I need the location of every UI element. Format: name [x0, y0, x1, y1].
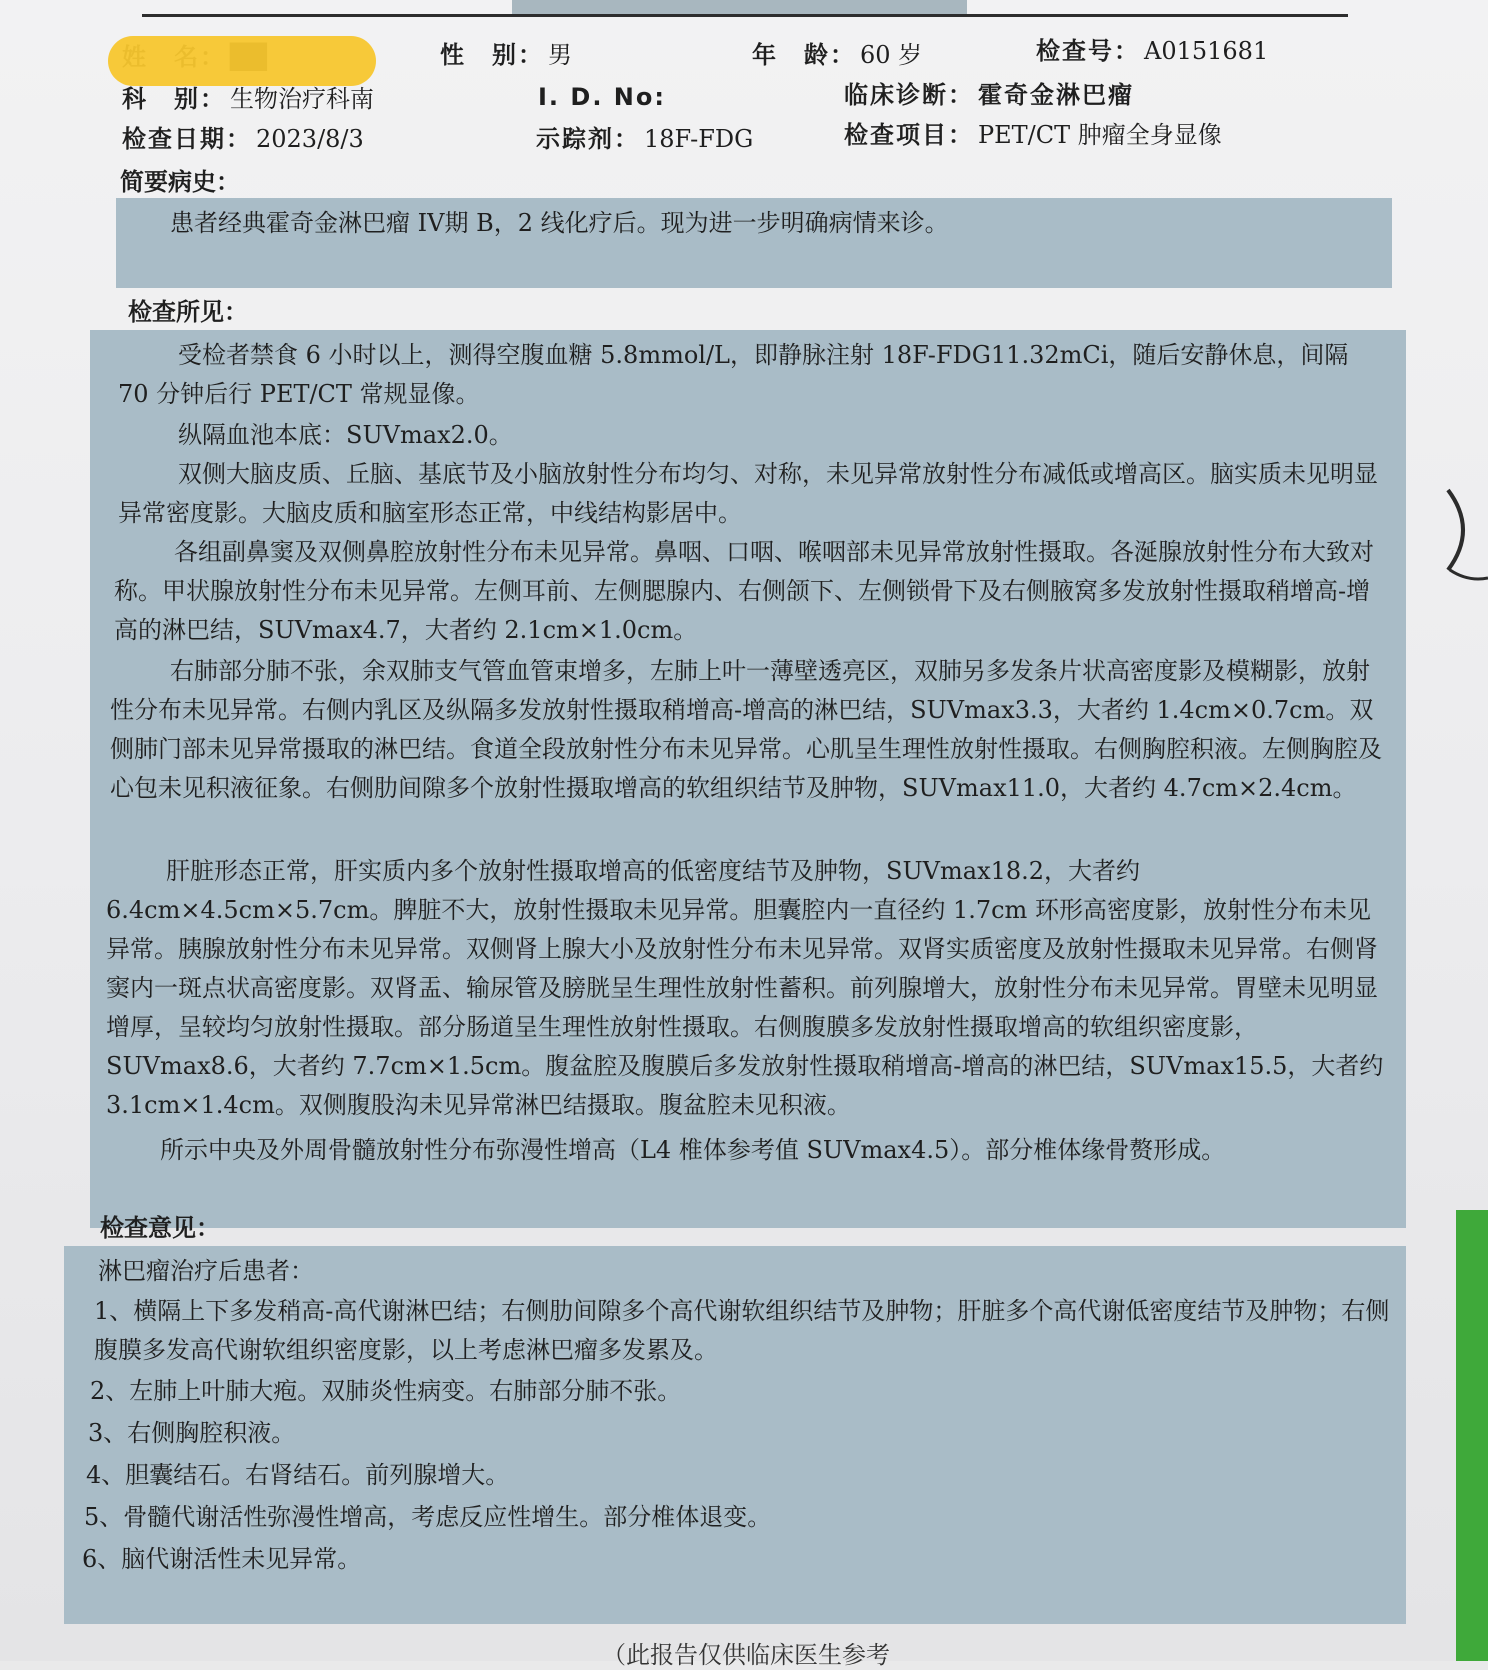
title-band	[512, 0, 967, 14]
green-edge	[1456, 1210, 1488, 1661]
tracer-field	[536, 122, 753, 156]
exam-no-field	[1036, 34, 1268, 68]
age-label: 年 龄：	[752, 41, 856, 69]
id-label: I. D. No:	[538, 83, 666, 111]
exam-no-value: A0151681	[1144, 37, 1269, 65]
date-value: 2023/8/3	[256, 125, 364, 153]
item-label: 检查项目：	[844, 121, 974, 149]
dept-field	[122, 82, 374, 116]
opinion-title: 检查意见：	[100, 1214, 220, 1242]
findings-paragraph-3: 双侧大脑皮质、丘脑、基底节及小脑放射性分布均匀、对称，未见异常放射性分布减低或增高区。脑实质未见明显异常密度影。大脑皮质和脑室形态正常，中线结构影居中。	[118, 460, 1378, 527]
opinion-item-6: 6、脑代谢活性未见异常。	[82, 1545, 362, 1573]
tracer-label: 示踪剂：	[536, 125, 640, 153]
title-rule	[142, 14, 1348, 17]
findings-paragraph-6: 肝脏形态正常，肝实质内多个放射性摄取增高的低密度结节及肿物，SUVmax18.2，大者约 6.4cm×4.5cm×5.7cm。脾脏不大，放射性摄取未见异常。胆囊腔内一直径约 1.7cm 环形高密度影，放射性分布未见异常。胰腺放射性分布未见异常。双侧肾上腺大小及放射性分布未见异常。双肾实质密度及放射性摄取未见异常。右侧肾窦内一斑点状高密度影。双肾盂、输尿管及膀胱呈生理性放射性蓄积。前列腺增大，放射性分布未见异常。胃壁未见明显增厚，呈较均匀放射性摄取。部分肠道呈生理性放射性摄取。右侧腹膜多发放射性摄取增高的软组织密度影，SUVmax8.6，大者约 7.7cm×1.5cm。腹盆腔及腹膜后多发放射性摄取稍增高-增高的淋巴结，SUVmax15.5，大者约 3.1cm×1.4cm。双侧腹股沟未见异常淋巴结摄取。腹盆腔未见积液。	[106, 857, 1384, 1119]
diagnosis-field	[844, 78, 1134, 112]
findings-paragraph-7: 所示中央及外周骨髓放射性分布弥漫性增高（L4 椎体参考值 SUVmax4.5）。部分椎体缘骨赘形成。	[160, 1136, 1226, 1164]
gender-field	[440, 38, 572, 72]
id-field	[538, 80, 670, 114]
age-field	[752, 38, 922, 72]
tracer-value: 18F-FDG	[644, 125, 754, 153]
gender-value: 男	[548, 41, 572, 69]
opinion-item-1: 1、横隔上下多发稍高-高代谢淋巴结；右侧肋间隙多个高代谢软组织结节及肿物；肝脏多个高代谢低密度结节及肿物；右侧腹膜多发高代谢软组织密度影，以上考虑淋巴瘤多发累及。	[94, 1297, 1390, 1364]
gender-label: 性 别：	[440, 41, 544, 69]
background-curve	[1408, 470, 1488, 590]
findings-title: 检查所见：	[128, 298, 248, 326]
opinion-item-4: 4、胆囊结石。右肾结石。前列腺增大。	[86, 1461, 510, 1489]
redaction-mark	[108, 36, 376, 86]
dept-label: 科 别：	[122, 85, 226, 113]
history-text: 患者经典霍奇金淋巴瘤 IV期 B，2 线化疗后。现为进一步明确病情来诊。	[170, 209, 949, 237]
findings-paragraph-4: 各组副鼻窦及双侧鼻腔放射性分布未见异常。鼻咽、口咽、喉咽部未见异常放射性摄取。各涎腺放射性分布大致对称。甲状腺放射性分布未见异常。左侧耳前、左侧腮腺内、右侧颌下、左侧锁骨下及右侧腋窝多发放射性摄取稍增高-增高的淋巴结，SUVmax4.7，大者约 2.1cm×1.0cm。	[114, 538, 1374, 644]
opinion-item-3: 3、右侧胸腔积液。	[88, 1419, 296, 1447]
opinion-item-2: 2、左肺上叶肺大疱。双肺炎性病变。右肺部分肺不张。	[90, 1377, 682, 1405]
diagnosis-value: 霍奇金淋巴瘤	[978, 80, 1134, 109]
history-title: 简要病史：	[120, 168, 240, 196]
item-field	[844, 118, 1222, 152]
footer-note: （此报告仅供临床医生参考	[602, 1641, 890, 1669]
date-label: 检查日期：	[122, 125, 252, 153]
date-field	[122, 122, 364, 156]
findings-paragraph-1: 受检者禁食 6 小时以上，测得空腹血糖 5.8mmol/L，即静脉注射 18F-FDG11.32mCi，随后安静休息，间隔 70 分钟后行 PET/CT 常规显像。	[118, 341, 1349, 408]
exam-no-label: 检查号：	[1036, 37, 1140, 65]
findings-paragraph-2: 纵隔血池本底：SUVmax2.0。	[178, 421, 513, 449]
opinion-item-5: 5、骨髓代谢活性弥漫性增高，考虑反应性增生。部分椎体退变。	[84, 1503, 772, 1531]
dept-value: 生物治疗科南	[230, 85, 374, 113]
age-value: 60 岁	[860, 41, 923, 69]
opinion-intro: 淋巴瘤治疗后患者：	[98, 1257, 314, 1285]
findings-paragraph-5: 右肺部分肺不张，余双肺支气管血管束增多，左肺上叶一薄壁透亮区，双肺另多发条片状高密度影及模糊影，放射性分布未见异常。右侧内乳区及纵隔多发放射性摄取稍增高-增高的淋巴结，SUVmax3.3，大者约 1.4cm×0.7cm。双侧肺门部未见异常摄取的淋巴结。食道全段放射性分布未见异常。心肌呈生理性放射性摄取。右侧胸腔积液。左侧胸腔及心包未见积液征象。右侧肋间隙多个放射性摄取增高的软组织结节及肿物，SUVmax11.0，大者约 4.7cm×2.4cm。	[110, 657, 1382, 802]
item-value: PET/CT 肿瘤全身显像	[978, 121, 1222, 149]
diagnosis-label: 临床诊断：	[844, 81, 974, 109]
